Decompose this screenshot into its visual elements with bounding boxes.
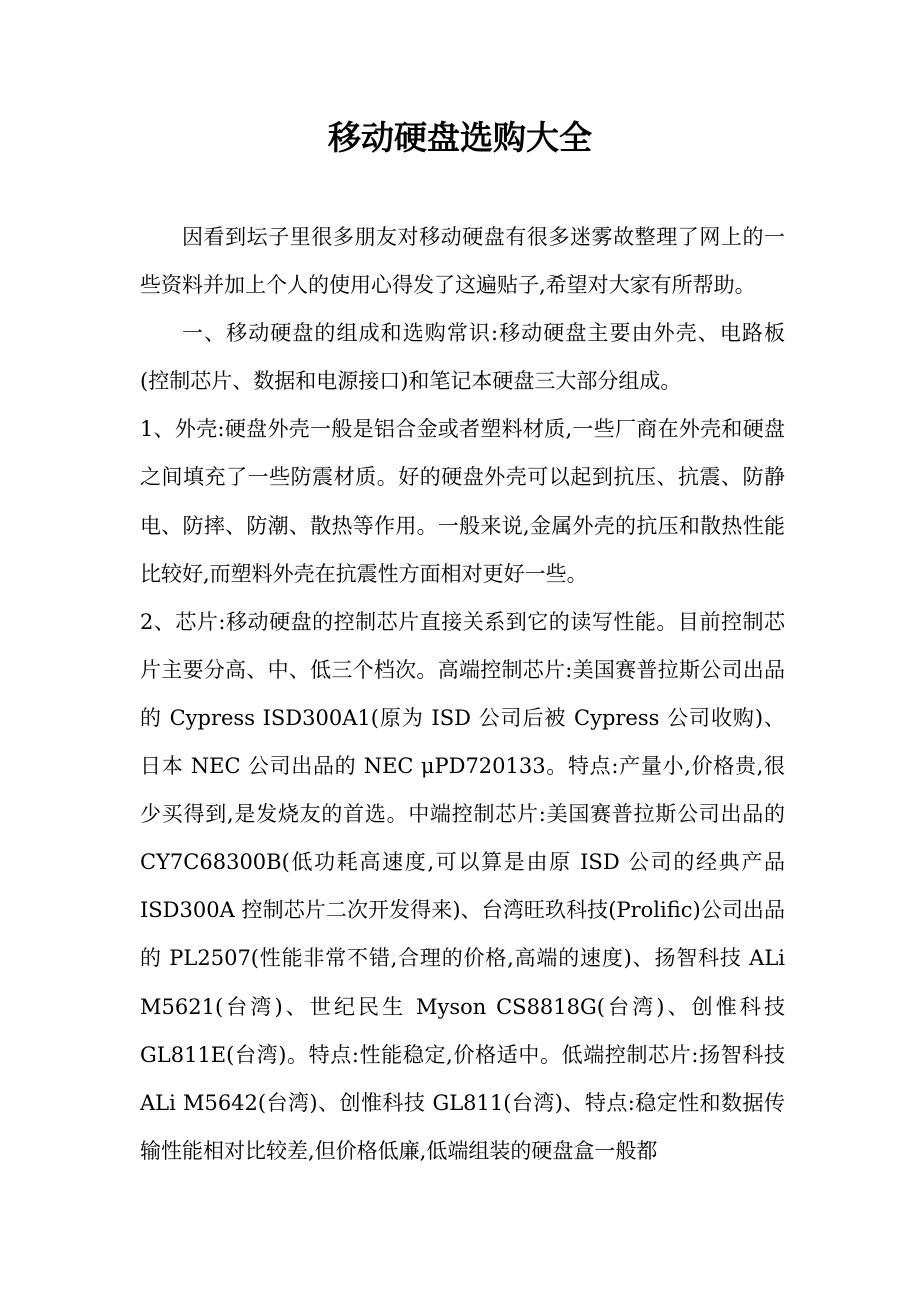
chip-paragraph: 2、芯片:移动硬盘的控制芯片直接关系到它的读写性能。目前控制芯片主要分高、中、低三个档次。高端控制芯片:美国赛普拉斯公司出品的 Cypress ISD300A1(原为 ISD 公司后被 Cypress 公司收购)、日本 NEC 公司出品的 NEC μPD720133。特点:产量小,价格贵,很少买得到,是发烧友的首选。中端控制芯片:美国赛普拉斯公司出品的 CY7C68300B(低功耗高速度,可以算是由原 ISD 公司的经典产品 ISD300A 控制芯片二次开发得来)、台湾旺玖科技(Prolific)公司出品的 PL2507(性能非常不错,合理的价格,高端的速度)、扬智科技 ALi M5621(台湾)、世纪民生 Myson CS8818G(台湾)、创惟科技 GL811E(台湾)。特点:性能稳定,价格适中。低端控制芯片:扬智科技 ALi M5642(台湾)、创惟科技 GL811(台湾)、特点:稳定性和数据传输性能相对比较差,但价格低廉,低端组装的硬盘盒一般都 bbox=[140, 609, 785, 1163]
document-body bbox=[140, 213, 785, 1175]
document-title: 移动硬盘选购大全 bbox=[328, 118, 592, 157]
intro-paragraph: 因看到坛子里很多朋友对移动硬盘有很多迷雾故整理了网上的一些资料并加上个人的使用心得发了这遍贴子,希望对大家有所帮助。 bbox=[140, 225, 785, 298]
shell-paragraph: 1、外壳:硬盘外壳一般是铝合金或者塑料材质,一些厂商在外壳和硬盘之间填充了一些防震材质。好的硬盘外壳可以起到抗压、抗震、防静电、防摔、防潮、散热等作用。一般来说,金属外壳的抗压和散热性能比较好,而塑料外壳在抗震性方面相对更好一些。 bbox=[140, 417, 785, 586]
section-1-heading-paragraph: 一、移动硬盘的组成和选购常识:移动硬盘主要由外壳、电路板(控制芯片、数据和电源接口)和笔记本硬盘三大部分组成。 bbox=[140, 321, 785, 394]
